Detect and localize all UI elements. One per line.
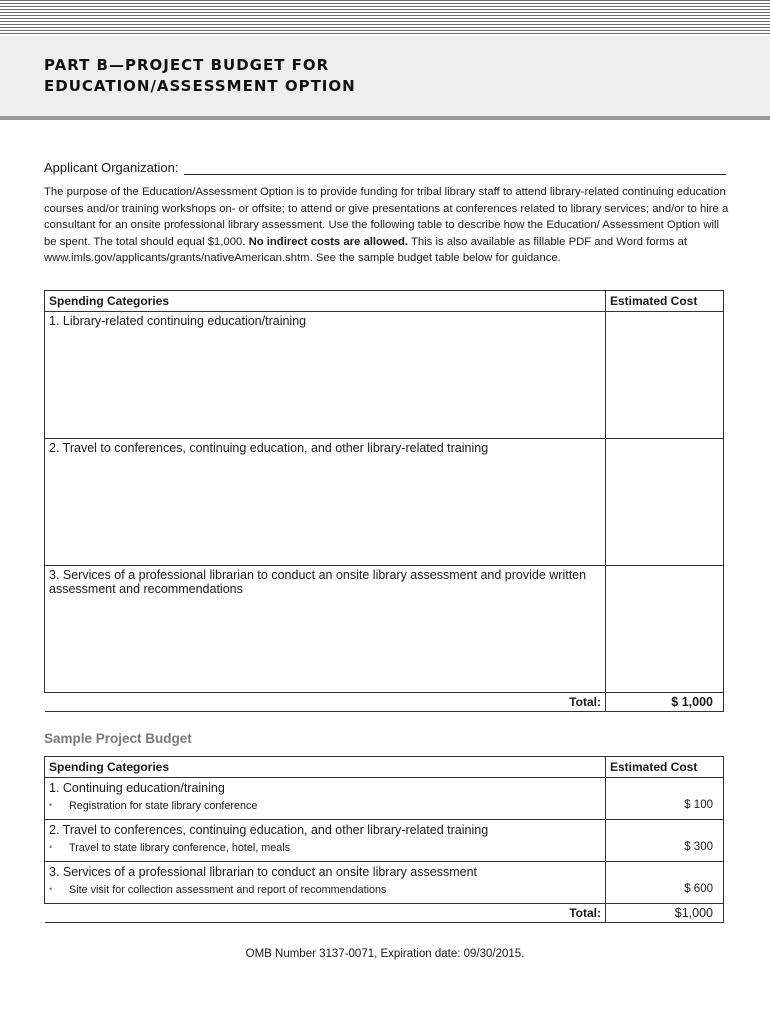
- header-spending-categories: Spending Categories: [45, 291, 606, 312]
- category-cell: 3. Services of a professional librarian to conduct an onsite library assessment and provide written assessment and recommendations: [45, 566, 606, 693]
- table-row: [45, 778, 724, 820]
- total-label: Total:: [45, 693, 606, 712]
- category-label: 2. Travel to conferences, continuing education, and other library-related training: [49, 823, 489, 837]
- cost-cell: $ 300: [606, 820, 724, 862]
- table-row: [45, 312, 724, 439]
- category-cell: [45, 778, 606, 820]
- bullet-text: Travel to state library conference, hotel, meals: [69, 842, 291, 854]
- category-cell: 2. Travel to conferences, continuing education, and other library-related training: [45, 439, 606, 566]
- total-value: $ 1,000: [606, 693, 724, 712]
- intro-text-2: This is also available as fillable PDF and Word forms at www.imls.gov/applicants/grants/nativeAmerican.shtm. See the sample budget table below for guidance.: [44, 235, 688, 264]
- bullet-text: Registration for state library conference: [69, 800, 258, 812]
- cost-input-cell[interactable]: [606, 439, 724, 566]
- intro-text-1: The purpose of the Education/Assessment Option is to provide funding for tribal library staff to attend library-related continuing education courses and/or training workshops on- or offsite; to attend or give presentations at conferences related to library services; and/or to hire a consultant for an onsite professional library assessment. Use the following table to describe how the Education/ Assessment Option will be spent. The total should equal $1,000.: [44, 186, 729, 248]
- header-spending-categories: Spending Categories: [45, 757, 606, 778]
- header-stripes: [0, 0, 770, 36]
- sample-budget-heading: Sample Project Budget: [44, 731, 192, 746]
- page-title: [44, 55, 356, 97]
- total-label: Total:: [45, 904, 606, 923]
- table-row: [45, 820, 724, 862]
- table-row: [45, 862, 724, 904]
- category-label: 3. Services of a professional librarian to conduct an onsite library assessment: [49, 865, 477, 879]
- total-value: $1,000: [606, 904, 724, 923]
- sample-budget-table: [44, 756, 724, 923]
- table-row: [45, 566, 724, 693]
- category-cell: [45, 862, 606, 904]
- applicant-organization-field: [44, 160, 726, 175]
- bullet-item: [49, 884, 601, 896]
- cost-input-cell[interactable]: [606, 566, 724, 693]
- cost-cell: $ 600: [606, 862, 724, 904]
- bullet-icon: •: [49, 842, 53, 852]
- intro-paragraph: [44, 184, 734, 267]
- bullet-icon: •: [49, 800, 53, 810]
- category-cell: [45, 820, 606, 862]
- omb-footer: OMB Number 3137-0071, Expiration date: 09/30/2015.: [245, 948, 525, 960]
- category-label: 1. Continuing education/training: [49, 781, 225, 795]
- bullet-text: Site visit for collection assessment and report of recommendations: [69, 884, 387, 896]
- budget-table: [44, 290, 724, 712]
- bullet-item: [49, 800, 601, 812]
- total-row: [45, 904, 724, 923]
- category-cell: 1. Library-related continuing education/training: [45, 312, 606, 439]
- header-estimated-cost: Estimated Cost: [606, 291, 724, 312]
- applicant-organization-label: Applicant Organization:: [44, 160, 179, 175]
- title-line-1: PART B—PROJECT BUDGET FOR: [44, 56, 330, 74]
- table-row: [45, 439, 724, 566]
- intro-bold-text: No indirect costs are allowed.: [248, 235, 409, 248]
- title-line-2: EDUCATION/ASSESSMENT OPTION: [44, 77, 356, 95]
- total-row: [45, 693, 724, 712]
- bullet-icon: •: [49, 884, 53, 894]
- bullet-item: [49, 842, 601, 854]
- cost-input-cell[interactable]: [606, 312, 724, 439]
- header-estimated-cost: Estimated Cost: [606, 757, 724, 778]
- table-header-row: [45, 757, 724, 778]
- cost-cell: $ 100: [606, 778, 724, 820]
- table-header-row: [45, 291, 724, 312]
- applicant-organization-input-line[interactable]: [184, 160, 726, 175]
